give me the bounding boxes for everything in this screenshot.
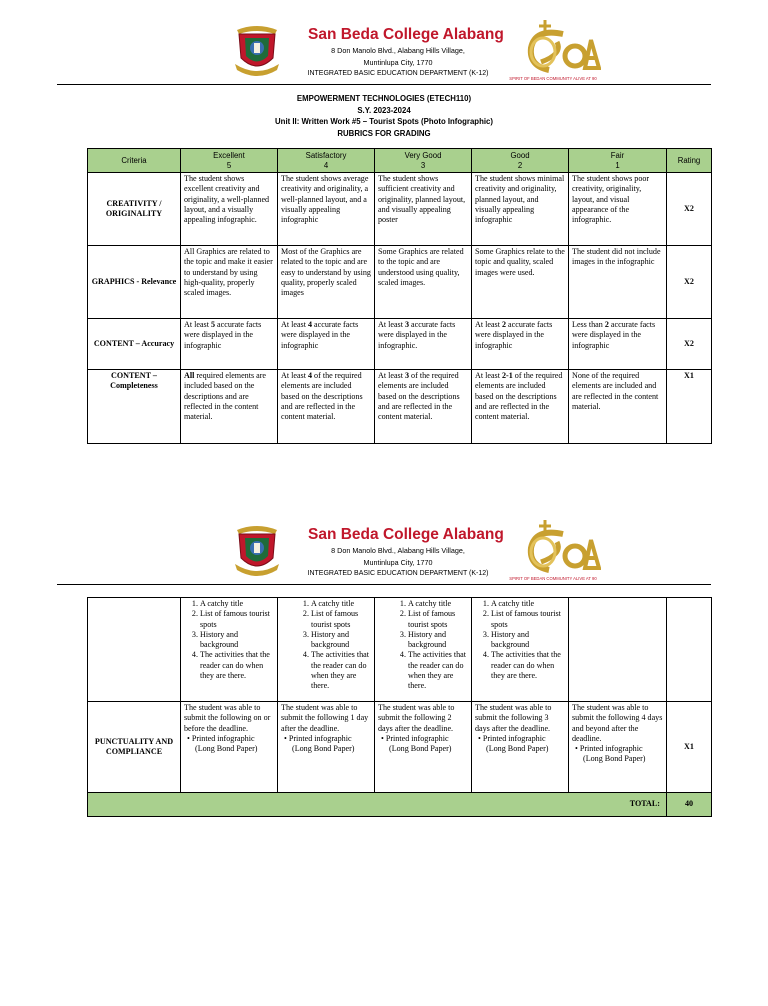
list-item: 4. The activities that the reader can do when they are there. — [491, 650, 565, 681]
fair-cell — [569, 598, 667, 702]
required-elements-list — [281, 599, 371, 692]
document-titles — [0, 93, 768, 139]
col-excellent: Excellent 5 — [181, 149, 278, 173]
logo-caption: SPIRIT OF BEDAN COMMUNITY ALIVE AT 90 — [509, 76, 597, 81]
col-very-good: Very Good 3 — [375, 149, 472, 173]
excellent-cell: The student was able to submit the following on or before the deadline. • Printed infographic (Long Bond Paper) — [181, 702, 278, 793]
satisfactory-cell: At least 4 of the required elements are included based on the descriptions and are reflected in the content material. — [278, 370, 375, 444]
satisfactory-cell: The student shows average creativity and originality, a well-planned layout, and a visually appealing infographic — [278, 173, 375, 246]
rating-cell — [667, 598, 712, 702]
excellent-cell: The student shows excellent creativity and originality, a well-planned layout, and a visually appealing infographic. — [181, 173, 278, 246]
total-row — [88, 793, 712, 817]
list-item: 2. List of famous tourist spots — [408, 609, 468, 630]
total-value: 40 — [667, 793, 712, 817]
header-divider — [57, 84, 711, 85]
required-elements-list — [184, 599, 274, 681]
unit-title: Unit II: Written Work #5 – Tourist Spots (Photo Infographic) — [275, 117, 493, 126]
anniversary-logo-icon — [505, 18, 601, 84]
rubric-table-page1 — [87, 148, 712, 444]
list-item: 1. A catchy title — [408, 599, 468, 609]
deliverable-bullet: • Printed infographic (Long Bond Paper) — [381, 733, 452, 754]
fair-cell: Less than 2 accurate facts were displayed in the infographic — [569, 319, 667, 370]
criteria-cell: GRAPHICS - Relevance — [88, 246, 181, 319]
address-line1: 8 Don Manolo Blvd., Alabang Hills Village, — [331, 546, 465, 555]
address-line2: Muntinlupa City, 1770 — [363, 58, 433, 67]
fair-cell: The student was able to submit the following 4 days and beyond after the deadline. • Printed infographic (Long Bond Paper) — [569, 702, 667, 793]
list-item: 2. List of famous tourist spots — [311, 609, 371, 630]
col-good: Good 2 — [472, 149, 569, 173]
rating-cell: X1 — [667, 702, 712, 793]
address-line2: Muntinlupa City, 1770 — [363, 558, 433, 567]
criteria-cell: CONTENT – Accuracy — [88, 319, 181, 370]
rating-cell: X1 — [667, 370, 712, 444]
list-item: 1. A catchy title — [491, 599, 565, 609]
list-item: 1. A catchy title — [311, 599, 371, 609]
header-divider — [57, 584, 711, 585]
list-item: 4. The activities that the reader can do when they are there. — [311, 650, 371, 691]
very-good-cell: Some Graphics are related to the topic and are understood using quality, scaled images. — [375, 246, 472, 319]
col-fair: Fair 1 — [569, 149, 667, 173]
criteria-cell: CONTENT – Completeness — [88, 370, 181, 444]
deliverable-bullet: • Printed infographic (Long Bond Paper) — [284, 733, 355, 754]
list-item: 2. List of famous tourist spots — [200, 609, 274, 630]
very-good-cell: At least 3 of the required elements are included based on the descriptions and are reflected in the content material. — [375, 370, 472, 444]
deliverable-bullet: • Printed infographic (Long Bond Paper) — [187, 733, 258, 754]
good-cell: Some Graphics relate to the topic and quality, scaled images were used. — [472, 246, 569, 319]
satisfactory-cell: The student was able to submit the following 1 day after the deadline. • Printed infographic (Long Bond Paper) — [278, 702, 375, 793]
school-seal-icon — [233, 524, 281, 576]
good-cell: At least 2-1 of the required elements are included based on the descriptions and are reflected in the content material. — [472, 370, 569, 444]
excellent-cell: At least 5 accurate facts were displayed in the infographic — [181, 319, 278, 370]
list-item: 4. The activities that the reader can do when they are there. — [200, 650, 274, 681]
satisfactory-cell: Most of the Graphics are related to the topic and are easy to understand by using quality, properly scaled images — [278, 246, 375, 319]
very-good-cell: At least 3 accurate facts were displayed in the infographic. — [375, 319, 472, 370]
criteria-cell: PUNCTUALITY AND COMPLIANCE — [88, 702, 181, 793]
list-item: 3. History and background — [311, 630, 371, 651]
school-name: San Beda College Alabang — [308, 26, 504, 43]
good-cell: The student was able to submit the following 3 days after the deadline. • Printed infographic (Long Bond Paper) — [472, 702, 569, 793]
excellent-cell: All required elements are included based on the descriptions and are reflected in the content material. — [181, 370, 278, 444]
list-item: 1. A catchy title — [200, 599, 274, 609]
very-good-cell: The student shows sufficient creativity and originality, planned layout, and visually appealing poster — [375, 173, 472, 246]
criteria-cell — [88, 598, 181, 702]
table-header-row — [88, 149, 712, 173]
table-row-accuracy — [88, 319, 712, 370]
excellent-cell: All Graphics are related to the topic and make it easier to understand by using high-quality, properly scaled images. — [181, 246, 278, 319]
rubric-title: RUBRICS FOR GRADING — [337, 128, 431, 138]
fair-cell: None of the required elements are included and are reflected in the content material. — [569, 370, 667, 444]
address-line1: 8 Don Manolo Blvd., Alabang Hills Village, — [331, 46, 465, 55]
course-title: EMPOWERMENT TECHNOLOGIES (ETECH110) — [296, 94, 472, 103]
list-item: 3. History and background — [200, 630, 274, 651]
list-item: 3. History and background — [491, 630, 565, 651]
fair-cell: The student did not include images in the infographic — [569, 246, 667, 319]
anniversary-logo-icon — [505, 518, 601, 584]
list-item: 4. The activities that the reader can do when they are there. — [408, 650, 468, 691]
rating-cell: X2 — [667, 246, 712, 319]
rubric-table-page2 — [87, 597, 712, 817]
table-row-creativity — [88, 173, 712, 246]
logo-caption: SPIRIT OF BEDAN COMMUNITY ALIVE AT 90 — [509, 576, 597, 581]
table-row-completeness-continued — [88, 598, 712, 702]
satisfactory-cell: At least 4 accurate facts were displayed in the infographic — [278, 319, 375, 370]
good-cell: At least 2 accurate facts were displayed in the infographic — [472, 319, 569, 370]
list-item: 3. History and background — [408, 630, 468, 651]
required-elements-list — [475, 599, 565, 681]
required-elements-list — [378, 599, 468, 692]
total-label: TOTAL: — [88, 793, 667, 817]
rating-cell: X2 — [667, 319, 712, 370]
satisfactory-list-cell — [278, 598, 375, 702]
school-year: S.Y. 2023-2024 — [357, 105, 411, 115]
page2-header — [0, 518, 768, 608]
department-name: INTEGRATED BASIC EDUCATION DEPARTMENT (K-12) — [307, 70, 489, 77]
col-rating: Rating — [667, 149, 712, 173]
table-row-graphics — [88, 246, 712, 319]
table-row-completeness — [88, 370, 712, 444]
very-good-list-cell — [375, 598, 472, 702]
school-name: San Beda College Alabang — [308, 526, 504, 543]
rating-cell: X2 — [667, 173, 712, 246]
fair-cell: The student shows poor creativity, originality, layout, and visual appearance of the infographic. — [569, 173, 667, 246]
good-cell: The student shows minimal creativity and originality, planned layout, and visually appealing infographic — [472, 173, 569, 246]
table-row-punctuality — [88, 702, 712, 793]
department-name: INTEGRATED BASIC EDUCATION DEPARTMENT (K-12) — [307, 570, 489, 577]
list-item: 2. List of famous tourist spots — [491, 609, 565, 630]
good-list-cell — [472, 598, 569, 702]
deliverable-bullet: • Printed infographic (Long Bond Paper) — [575, 744, 646, 764]
col-criteria: Criteria — [88, 149, 181, 173]
criteria-cell: CREATIVITY / ORIGINALITY — [88, 173, 181, 246]
school-seal-icon — [233, 24, 281, 76]
very-good-cell: The student was able to submit the following 2 days after the deadline. • Printed infographic (Long Bond Paper) — [375, 702, 472, 793]
col-satisfactory: Satisfactory 4 — [278, 149, 375, 173]
deliverable-bullet: • Printed infographic (Long Bond Paper) — [478, 733, 549, 754]
excellent-list-cell — [181, 598, 278, 702]
